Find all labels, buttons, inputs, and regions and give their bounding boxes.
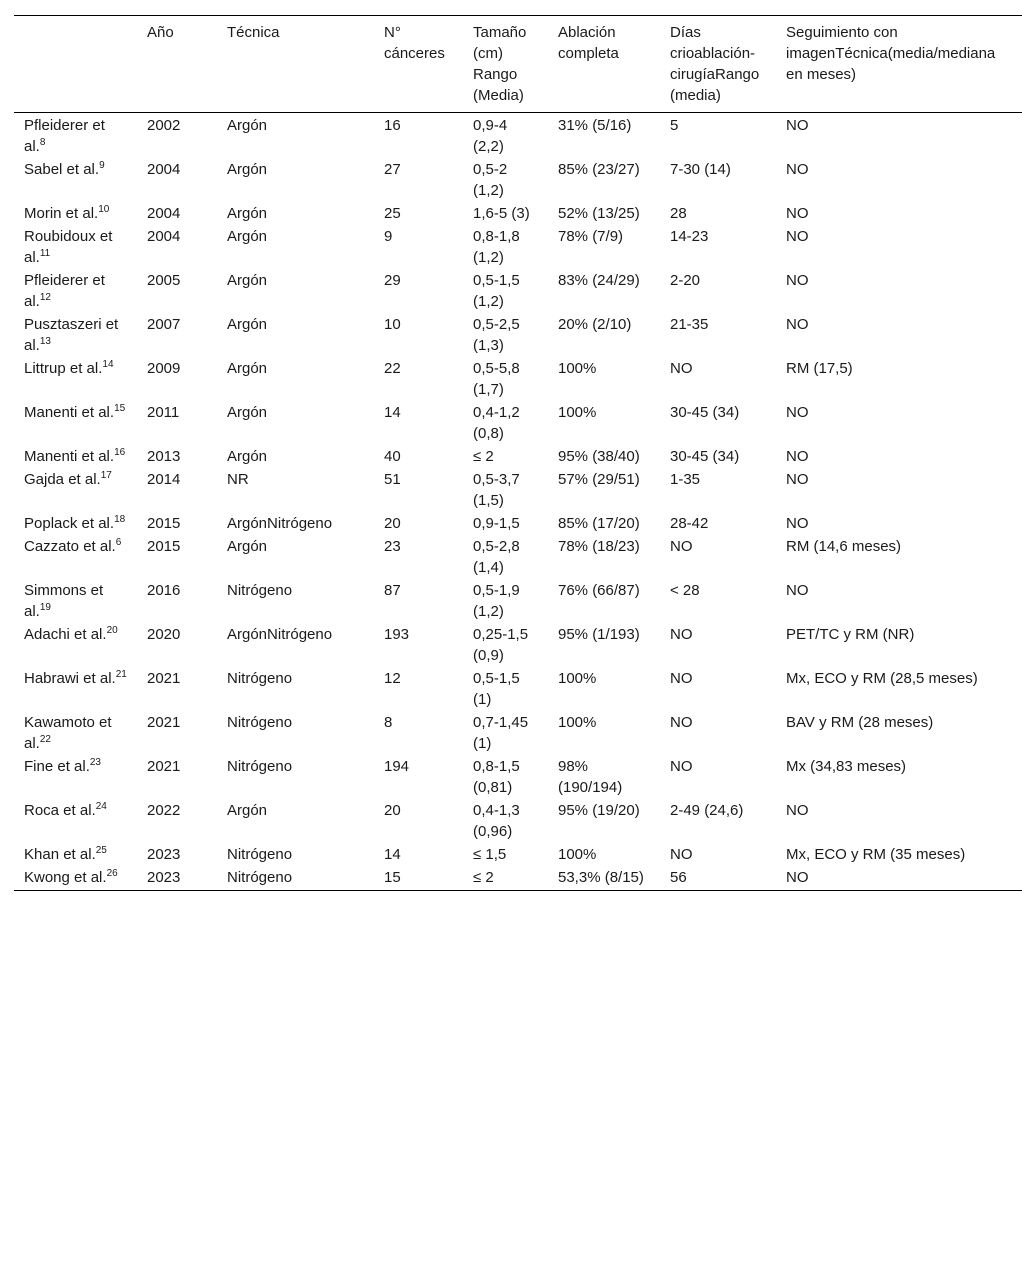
technique-cell: Argón (227, 404, 268, 421)
cancers-cell: 27 (384, 161, 401, 178)
study-cell (14, 756, 137, 800)
size-cell: 1,6-5 (3) (473, 205, 530, 222)
study-cell (14, 624, 137, 668)
days-cell: 28 (670, 205, 687, 222)
table-row (14, 402, 1022, 446)
reference-number: 8 (39, 137, 46, 148)
cancers-cell: 23 (384, 538, 401, 555)
followup-cell: Mx, ECO y RM (28,5 meses) (786, 670, 978, 687)
followup-cell: NO (786, 205, 809, 222)
days-cell: 2-20 (670, 272, 701, 289)
table-row (14, 446, 1022, 469)
table-row (14, 469, 1022, 513)
days-cell: NO (670, 360, 693, 377)
size-cell: ≤ 1,5 (473, 846, 507, 863)
cancers-cell: 16 (384, 117, 401, 134)
study-cell (14, 402, 137, 446)
study-cell (14, 314, 137, 358)
reference-number: 11 (39, 248, 51, 259)
study-cell (14, 712, 137, 756)
ablation-cell: 85% (17/20) (558, 515, 640, 532)
technique-cell: Argón (227, 802, 268, 819)
cancers-cell: 193 (384, 626, 410, 643)
reference-number: 17 (100, 470, 112, 481)
size-cell: 0,5-2,5 (1,3) (473, 316, 520, 354)
days-cell: 30-45 (34) (670, 404, 740, 421)
header-cell-study (14, 16, 137, 113)
technique-cell: Argón (227, 228, 268, 245)
reference-number: 9 (99, 160, 105, 171)
days-cell: 28-42 (670, 515, 709, 532)
table-row (14, 668, 1022, 712)
followup-cell: NO (786, 272, 809, 289)
study-cell (14, 844, 137, 867)
year-cell: 2021 (147, 670, 181, 687)
study-name: Manenti et al. (24, 448, 115, 465)
reference-number: 10 (98, 204, 110, 215)
days-cell: 7-30 (14) (670, 161, 731, 178)
reference-number: 12 (39, 292, 51, 303)
size-cell: ≤ 2 (473, 448, 494, 465)
size-cell: ≤ 2 (473, 869, 494, 886)
days-cell: NO (670, 538, 693, 555)
year-cell: 2011 (147, 404, 180, 421)
year-cell: 2004 (147, 228, 181, 245)
ablation-cell: 53,3% (8/15) (558, 869, 644, 886)
header-cell-size: Tamaño (cm) Rango (Media) (473, 24, 527, 104)
year-cell: 2023 (147, 846, 181, 863)
year-cell: 2013 (147, 448, 181, 465)
technique-cell: Nitrógeno (227, 758, 293, 775)
followup-cell: NO (786, 471, 809, 488)
study-cell (14, 446, 137, 469)
year-cell: 2004 (147, 205, 181, 222)
study-cell (14, 358, 137, 402)
study-cell (14, 113, 137, 160)
cancers-cell: 8 (384, 714, 393, 731)
ablation-cell: 98% (190/194) (558, 758, 623, 796)
ablation-cell: 100% (558, 360, 597, 377)
cancers-cell: 15 (384, 869, 401, 886)
table-row (14, 513, 1022, 536)
year-cell: 2022 (147, 802, 181, 819)
study-name: Pfleiderer et al. (24, 272, 105, 310)
study-cell (14, 580, 137, 624)
cancers-cell: 20 (384, 515, 401, 532)
technique-cell: Argón (227, 117, 268, 134)
reference-number: 19 (39, 602, 51, 613)
followup-cell: NO (786, 515, 809, 532)
year-cell: 2015 (147, 538, 181, 555)
technique-cell: Nitrógeno (227, 714, 293, 731)
study-cell (14, 270, 137, 314)
size-cell: 0,25-1,5 (0,9) (473, 626, 529, 664)
header-cell-technique: Técnica (227, 24, 280, 41)
cancers-cell: 14 (384, 404, 401, 421)
followup-cell: BAV y RM (28 meses) (786, 714, 934, 731)
technique-cell: Nitrógeno (227, 869, 293, 886)
study-name: Roca et al. (24, 802, 96, 819)
table-row (14, 536, 1022, 580)
followup-cell: NO (786, 161, 809, 178)
size-cell: 0,9-1,5 (473, 515, 520, 532)
followup-cell: NO (786, 404, 809, 421)
cancers-cell: 14 (384, 846, 401, 863)
table-row (14, 159, 1022, 203)
days-cell: NO (670, 758, 693, 775)
followup-cell: NO (786, 448, 809, 465)
year-cell: 2021 (147, 714, 181, 731)
study-cell (14, 159, 137, 203)
table-row (14, 226, 1022, 270)
study-name: Simmons et al. (24, 582, 104, 620)
table-row (14, 867, 1022, 891)
cancers-cell: 25 (384, 205, 401, 222)
ablation-cell: 78% (18/23) (558, 538, 640, 555)
study-name: Manenti et al. (24, 404, 115, 421)
followup-cell: NO (786, 117, 809, 134)
ablation-cell: 95% (38/40) (558, 448, 640, 465)
study-name: Adachi et al. (24, 626, 107, 643)
header-cell-year: Año (147, 24, 174, 41)
study-name: Poplack et al. (24, 515, 115, 532)
ablation-cell: 85% (23/27) (558, 161, 640, 178)
days-cell: 5 (670, 117, 679, 134)
technique-cell: Argón (227, 205, 268, 222)
technique-cell: Nitrógeno (227, 846, 293, 863)
days-cell: NO (670, 626, 693, 643)
days-cell: 21-35 (670, 316, 709, 333)
cancers-cell: 10 (384, 316, 401, 333)
cancers-cell: 194 (384, 758, 410, 775)
followup-cell: Mx, ECO y RM (35 meses) (786, 846, 966, 863)
ablation-cell: 57% (29/51) (558, 471, 640, 488)
days-cell: 56 (670, 869, 687, 886)
followup-cell: NO (786, 228, 809, 245)
table-row (14, 756, 1022, 800)
technique-cell: Argón (227, 272, 268, 289)
followup-cell: RM (17,5) (786, 360, 853, 377)
table-row (14, 270, 1022, 314)
reference-number: 23 (89, 757, 101, 768)
followup-cell: NO (786, 869, 809, 886)
technique-cell: Argón (227, 538, 268, 555)
study-name: Littrup et al. (24, 360, 103, 377)
study-cell (14, 226, 137, 270)
reference-number: 13 (39, 336, 51, 347)
year-cell: 2020 (147, 626, 181, 643)
study-cell (14, 469, 137, 513)
header-cell-cancers: N° cánceres (384, 24, 445, 62)
reference-number: 21 (115, 669, 127, 680)
study-cell (14, 800, 137, 844)
cancers-cell: 9 (384, 228, 393, 245)
reference-number: 25 (95, 845, 107, 856)
table-row (14, 624, 1022, 668)
year-cell: 2021 (147, 758, 181, 775)
technique-cell: Nitrógeno (227, 582, 293, 599)
year-cell: 2005 (147, 272, 181, 289)
reference-number: 22 (39, 734, 51, 745)
cancers-cell: 87 (384, 582, 401, 599)
technique-cell: ArgónNitrógeno (227, 626, 333, 643)
reference-number: 18 (114, 514, 126, 525)
table-row (14, 358, 1022, 402)
table-body (14, 113, 1022, 891)
followup-cell: NO (786, 582, 809, 599)
table-row (14, 844, 1022, 867)
technique-cell: Argón (227, 316, 268, 333)
size-cell: 0,7-1,45 (1) (473, 714, 529, 752)
year-cell: 2002 (147, 117, 181, 134)
technique-cell: Argón (227, 448, 268, 465)
ablation-cell: 100% (558, 714, 597, 731)
study-cell (14, 203, 137, 226)
study-name: Morin et al. (24, 205, 99, 222)
days-cell: 1-35 (670, 471, 701, 488)
table-row (14, 800, 1022, 844)
study-cell (14, 867, 137, 891)
size-cell: 0,8-1,5 (0,81) (473, 758, 520, 796)
reference-number: 15 (114, 403, 126, 414)
study-name: Cazzato et al. (24, 538, 116, 555)
ablation-cell: 78% (7/9) (558, 228, 624, 245)
study-name: Habrawi et al. (24, 670, 116, 687)
year-cell: 2004 (147, 161, 181, 178)
cryoablation-studies-table (14, 15, 1022, 891)
size-cell: 0,5-1,9 (1,2) (473, 582, 520, 620)
days-cell: NO (670, 846, 693, 863)
header-row (14, 16, 1022, 113)
ablation-cell: 83% (24/29) (558, 272, 640, 289)
size-cell: 0,5-3,7 (1,5) (473, 471, 520, 509)
table-row (14, 712, 1022, 756)
ablation-cell: 95% (19/20) (558, 802, 640, 819)
size-cell: 0,5-2,8 (1,4) (473, 538, 520, 576)
year-cell: 2016 (147, 582, 181, 599)
year-cell: 2015 (147, 515, 181, 532)
followup-cell: NO (786, 316, 809, 333)
study-cell (14, 536, 137, 580)
cancers-cell: 40 (384, 448, 401, 465)
reference-number: 20 (106, 625, 118, 636)
size-cell: 0,4-1,2 (0,8) (473, 404, 520, 442)
size-cell: 0,5-1,5 (1,2) (473, 272, 520, 310)
days-cell: 30-45 (34) (670, 448, 740, 465)
cancers-cell: 29 (384, 272, 401, 289)
study-name: Pfleiderer et al. (24, 117, 105, 155)
header-cell-days: Días crioablación-cirugíaRango (media) (670, 24, 760, 104)
table-row (14, 203, 1022, 226)
size-cell: 0,5-1,5 (1) (473, 670, 520, 708)
technique-cell: NR (227, 471, 249, 488)
cancers-cell: 51 (384, 471, 401, 488)
year-cell: 2014 (147, 471, 181, 488)
ablation-cell: 100% (558, 846, 597, 863)
ablation-cell: 52% (13/25) (558, 205, 640, 222)
days-cell: NO (670, 670, 693, 687)
days-cell: NO (670, 714, 693, 731)
study-name: Gajda et al. (24, 471, 101, 488)
study-name: Pusztaszeri et al. (24, 316, 119, 354)
year-cell: 2023 (147, 869, 181, 886)
size-cell: 0,5-2 (1,2) (473, 161, 508, 199)
table-row (14, 314, 1022, 358)
study-name: Khan et al. (24, 846, 96, 863)
header-cell-followup: Seguimiento con imagenTécnica(media/mediana en meses) (786, 24, 996, 83)
reference-number: 6 (115, 537, 122, 548)
cancers-cell: 20 (384, 802, 401, 819)
technique-cell: Argón (227, 161, 268, 178)
table-row (14, 113, 1022, 160)
technique-cell: ArgónNitrógeno (227, 515, 333, 532)
year-cell: 2009 (147, 360, 181, 377)
ablation-cell: 100% (558, 670, 597, 687)
technique-cell: Argón (227, 360, 268, 377)
size-cell: 0,4-1,3 (0,96) (473, 802, 520, 840)
size-cell: 0,5-5,8 (1,7) (473, 360, 520, 398)
ablation-cell: 95% (1/193) (558, 626, 640, 643)
size-cell: 0,8-1,8 (1,2) (473, 228, 520, 266)
size-cell: 0,9-4 (2,2) (473, 117, 508, 155)
study-name: Sabel et al. (24, 161, 100, 178)
ablation-cell: 76% (66/87) (558, 582, 640, 599)
ablation-cell: 100% (558, 404, 597, 421)
reference-number: 14 (102, 359, 114, 370)
days-cell: 14-23 (670, 228, 709, 245)
reference-number: 16 (114, 447, 126, 458)
study-name: Kawamoto et al. (24, 714, 112, 752)
study-name: Kwong et al. (24, 869, 107, 886)
followup-cell: Mx (34,83 meses) (786, 758, 907, 775)
ablation-cell: 31% (5/16) (558, 117, 632, 134)
cancers-cell: 22 (384, 360, 401, 377)
cancers-cell: 12 (384, 670, 401, 687)
followup-cell: NO (786, 802, 809, 819)
days-cell: < 28 (670, 582, 700, 599)
study-cell (14, 513, 137, 536)
header-cell-ablation: Ablación completa (558, 24, 619, 62)
technique-cell: Nitrógeno (227, 670, 293, 687)
ablation-cell: 20% (2/10) (558, 316, 632, 333)
study-cell (14, 668, 137, 712)
table-row (14, 580, 1022, 624)
days-cell: 2-49 (24,6) (670, 802, 744, 819)
followup-cell: RM (14,6 meses) (786, 538, 902, 555)
followup-cell: PET/TC y RM (NR) (786, 626, 915, 643)
study-name: Roubidoux et al. (24, 228, 113, 266)
year-cell: 2007 (147, 316, 181, 333)
study-name: Fine et al. (24, 758, 90, 775)
reference-number: 24 (95, 801, 107, 812)
reference-number: 26 (106, 868, 118, 879)
